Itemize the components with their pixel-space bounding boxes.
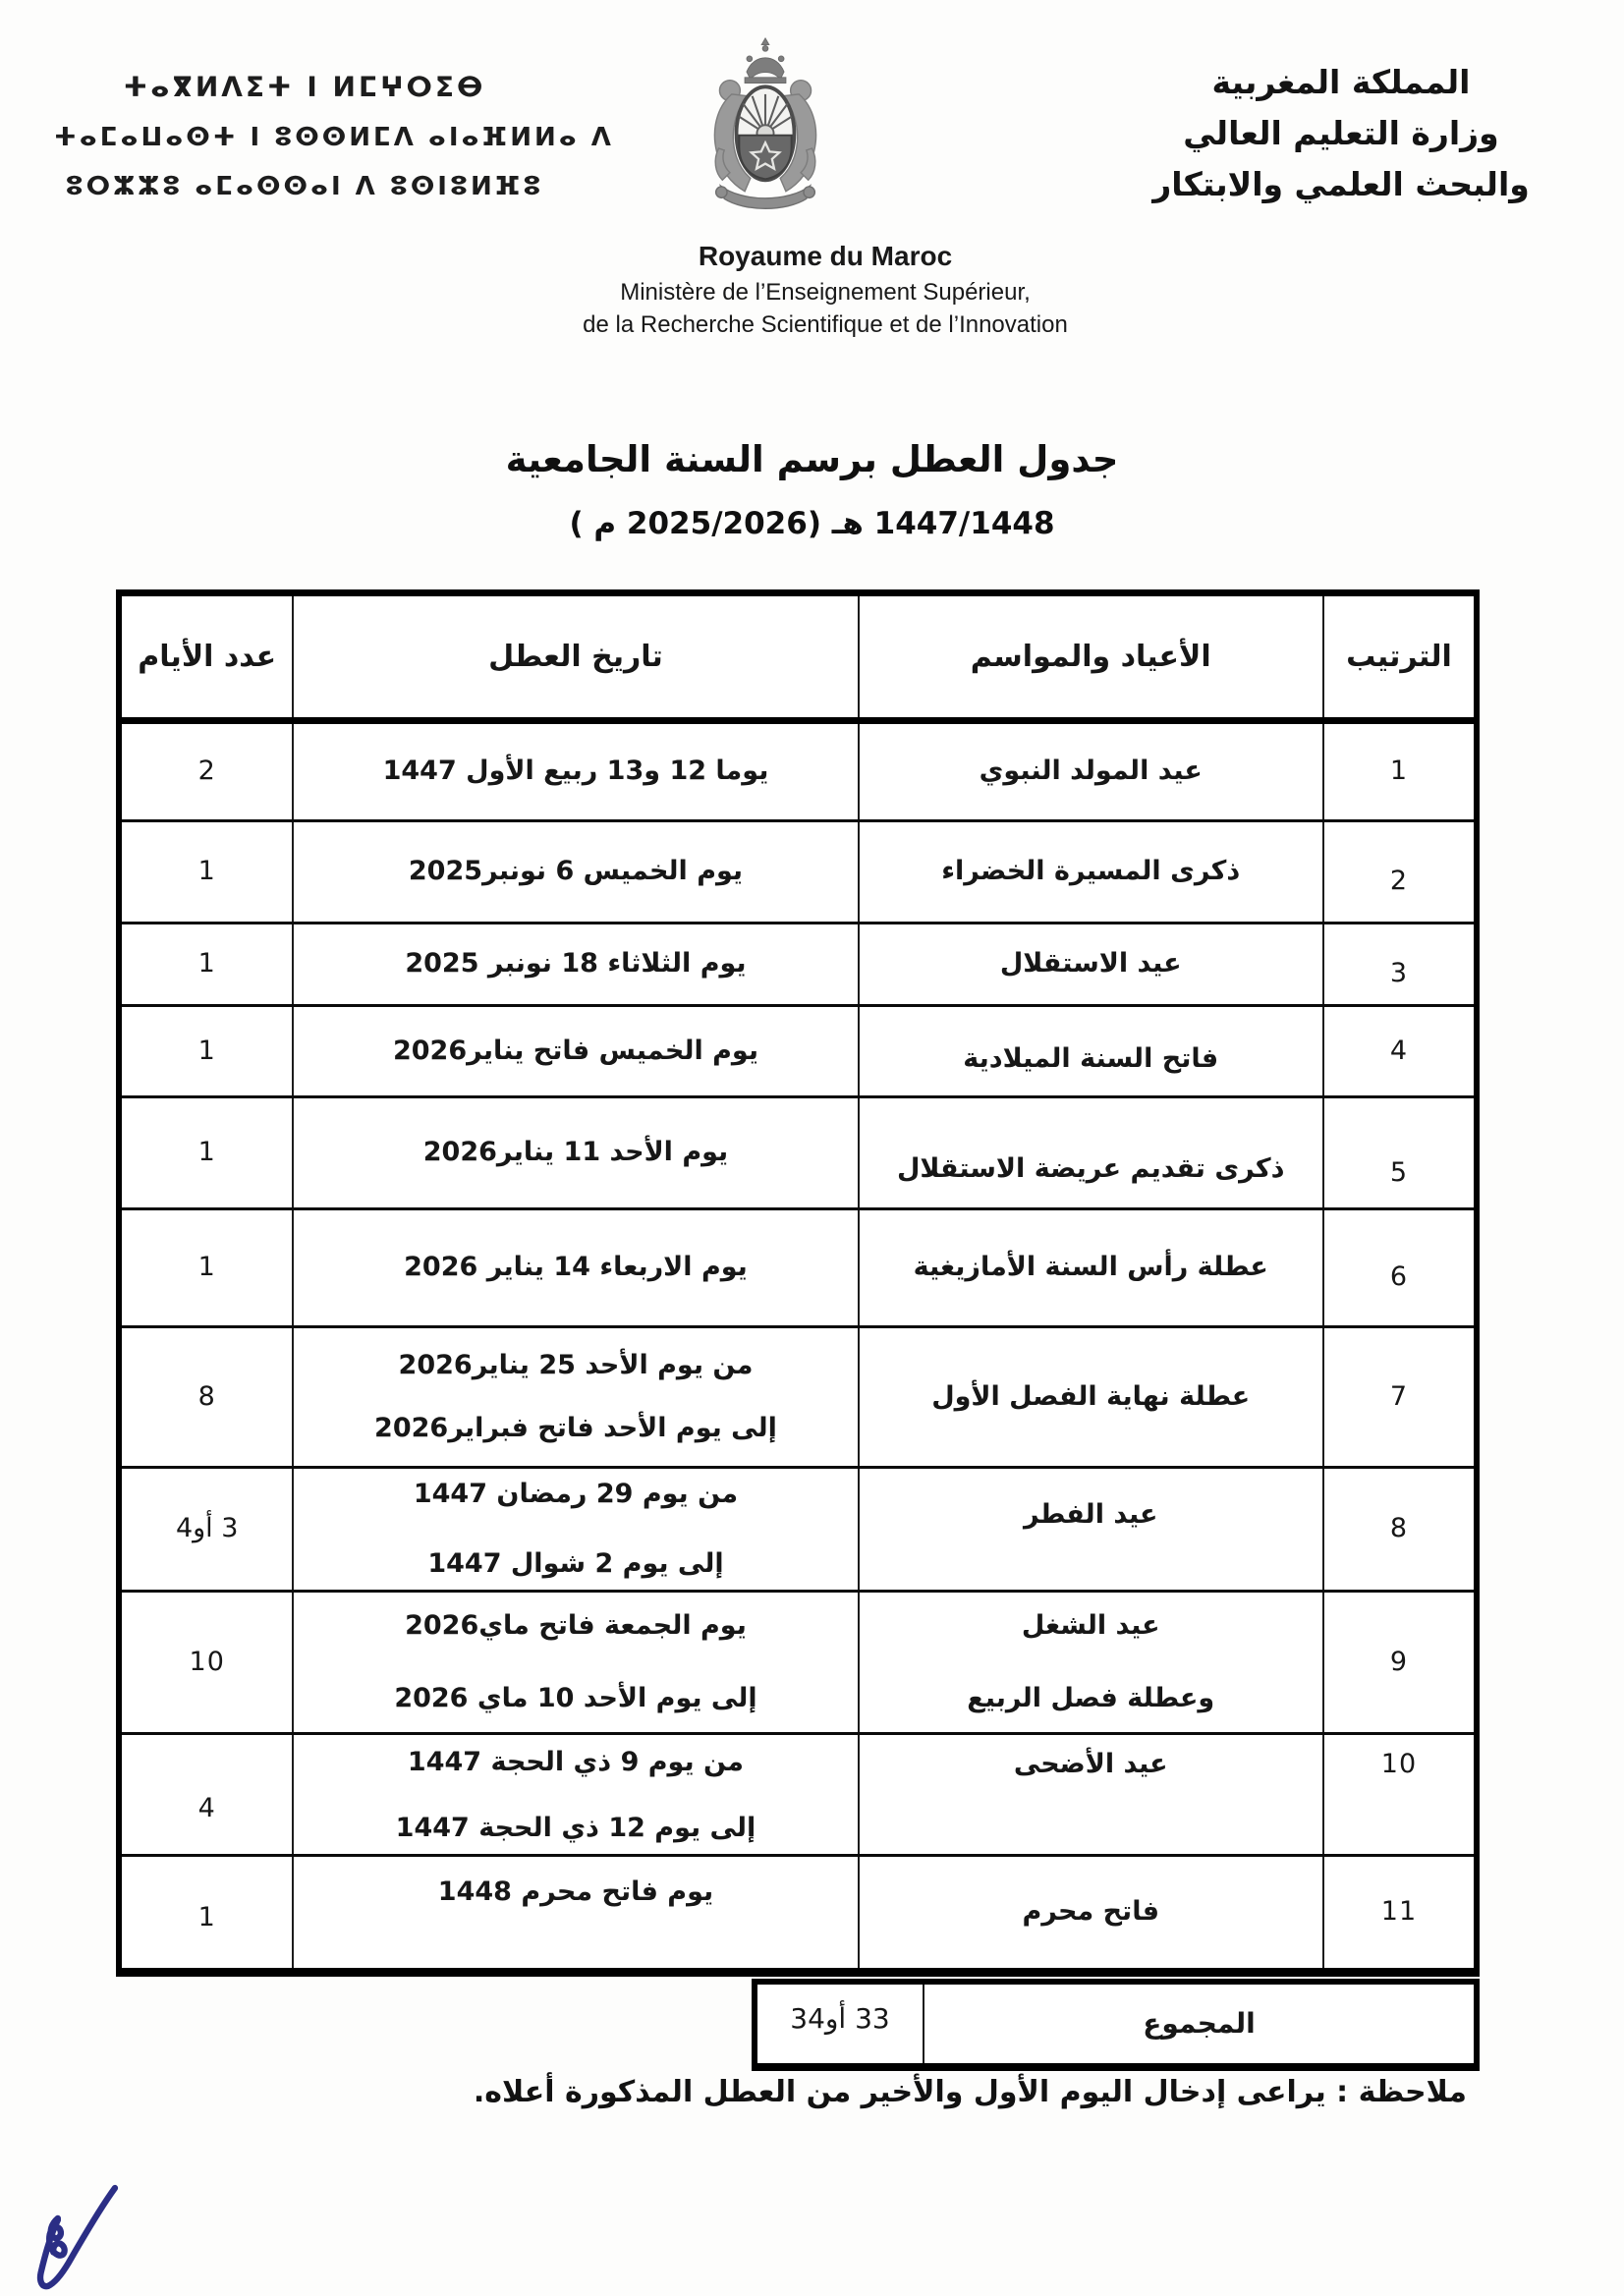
header-order: الترتيب (1322, 596, 1474, 717)
table-row (122, 1857, 1474, 1968)
holidays-table-area (116, 589, 1480, 2071)
date-cell: يوما 12 و13 ربيع الأول 1447 (292, 724, 857, 819)
table-row (122, 1098, 1474, 1210)
header-holiday: الأعياد والمواسم (858, 596, 1322, 717)
order-cell: 1 (1322, 724, 1474, 819)
table-row (122, 822, 1474, 924)
days-cell: 1 (197, 1137, 216, 1168)
holiday-cell: ذكرى تقديم عريضة الاستقلال (858, 1098, 1322, 1207)
french-ministry-line: de la Recherche Scientifique et de l’Innovation (583, 310, 1068, 338)
coat-of-arms-morocco-icon (691, 33, 840, 226)
date-cell: من يوم 9 ذي الحجة 1447 إلى يوم 12 ذي الحجة 1447 (292, 1735, 857, 1854)
title-line-2: 1447/1448 هـ (2025/2026 م ) (569, 506, 1055, 541)
date-cell: من يوم الأحد 25 يناير2026 إلى يوم الأحد فاتح فبراير2026 (292, 1328, 857, 1466)
holiday-cell: عيد الشغل وعطلة فصل الربيع (858, 1593, 1322, 1732)
date-cell: من يوم 29 رمضان 1447 إلى يوم 2 شوال 1447 (292, 1469, 857, 1590)
table-row (122, 1593, 1474, 1735)
order-cell: 11 (1322, 1857, 1474, 1968)
holiday-cell: عطلة نهاية الفصل الأول (858, 1328, 1322, 1466)
date-cell: يوم الخميس 6 نونبر2025 (292, 822, 857, 922)
tifinagh-line: ⵜⴰⴳⵍⴷⵉⵜ ⵏ ⵍⵎⵖⵔⵉⴱ (123, 71, 486, 103)
arabic-country-name: المملكة المغربية (1211, 63, 1471, 101)
days-cell: 4 (197, 1793, 216, 1824)
table-row (122, 724, 1474, 822)
arabic-ministry-line: والبحث العلمي والابتكار (1152, 165, 1530, 204)
french-ministry-line: Ministère de l’Enseignement Supérieur, (620, 278, 1031, 306)
holiday-cell: عيد الاستقلال (858, 924, 1322, 1004)
order-cell: 7 (1322, 1328, 1474, 1466)
signature-ink-icon (18, 2179, 134, 2295)
order-cell: 2 (1322, 822, 1474, 922)
holiday-cell: فاتح السنة الميلادية (858, 1007, 1322, 1095)
header-french-block (491, 238, 1159, 341)
table-header-row (122, 596, 1474, 724)
order-cell: 3 (1322, 924, 1474, 1004)
table-row (122, 1328, 1474, 1469)
table-row (122, 1210, 1474, 1328)
tifinagh-line: ⵓⵔⵣⵣⵓ ⴰⵎⴰⵙⵙⴰⵏ ⴷ ⵓⵙⵏⵓⵍⴼⵓ (65, 171, 544, 201)
header-tifinagh-block (54, 61, 614, 212)
days-cell: 1 (197, 856, 216, 887)
holiday-cell: عيد المولد النبوي (858, 724, 1322, 819)
holiday-cell: عيد الأضحى (858, 1735, 1322, 1854)
holiday-cell: فاتح محرم (858, 1857, 1322, 1968)
order-cell: 10 (1322, 1735, 1474, 1854)
order-cell: 9 (1322, 1593, 1474, 1732)
days-cell: 3 أو4 (175, 1513, 239, 1544)
days-cell: 2 (197, 756, 216, 787)
table-row (122, 1469, 1474, 1593)
header-date: تاريخ العطل (292, 596, 857, 717)
document-title (0, 438, 1624, 541)
holidays-table (116, 589, 1480, 1977)
header-days: عدد الأيام (138, 640, 277, 674)
header-arabic-block (1105, 57, 1577, 210)
holiday-cell: عطلة رأس السنة الأمازيغية (858, 1210, 1322, 1325)
table-row (122, 1007, 1474, 1098)
total-label: المجموع (923, 1985, 1474, 2063)
days-cell: 1 (197, 1035, 216, 1066)
title-line-1: جدول العطل برسم السنة الجامعية (505, 438, 1119, 480)
order-cell: 4 (1322, 1007, 1474, 1095)
french-country-name: Royaume du Maroc (698, 241, 953, 271)
footnote: ملاحظة : يراعى إدخال اليوم الأول والأخير من العطل المذكورة أعلاه. (473, 2075, 1467, 2109)
date-cell: يوم الخميس فاتح يناير2026 (292, 1007, 857, 1095)
holiday-cell: ذكرى المسيرة الخضراء (858, 822, 1322, 922)
order-cell: 5 (1322, 1098, 1474, 1207)
days-cell: 1 (197, 1252, 216, 1283)
days-cell: 1 (197, 948, 216, 980)
order-cell: 8 (1322, 1469, 1474, 1590)
total-days-value: 33 أو34 (790, 2002, 890, 2035)
date-cell: يوم الجمعة فاتح ماي2026 إلى يوم الأحد 10 ماي 2026 (292, 1593, 857, 1732)
order-cell: 6 (1322, 1210, 1474, 1325)
date-cell: يوم الاربعاء 14 يناير 2026 (292, 1210, 857, 1325)
date-cell: يوم فاتح محرم 1448 (292, 1857, 857, 1968)
date-cell: يوم الثلاثاء 18 نونبر 2025 (292, 924, 857, 1004)
days-cell: 8 (197, 1380, 216, 1412)
days-cell: 10 (189, 1646, 225, 1677)
arabic-ministry-line: وزارة التعليم العالي (1183, 114, 1499, 153)
table-total-box (752, 1979, 1480, 2071)
tifinagh-line: ⵜⴰⵎⴰⵡⴰⵙⵜ ⵏ ⵓⵙⵙⵍⵎⴷ ⴰⵏⴰⴼⵍⵍⴰ ⴷ (54, 122, 614, 152)
table-row (122, 924, 1474, 1007)
date-cell: يوم الأحد 11 يناير2026 (292, 1098, 857, 1207)
holiday-cell: عيد الفطر (858, 1469, 1322, 1590)
table-row (122, 1735, 1474, 1857)
days-cell: 1 (197, 1902, 216, 1933)
